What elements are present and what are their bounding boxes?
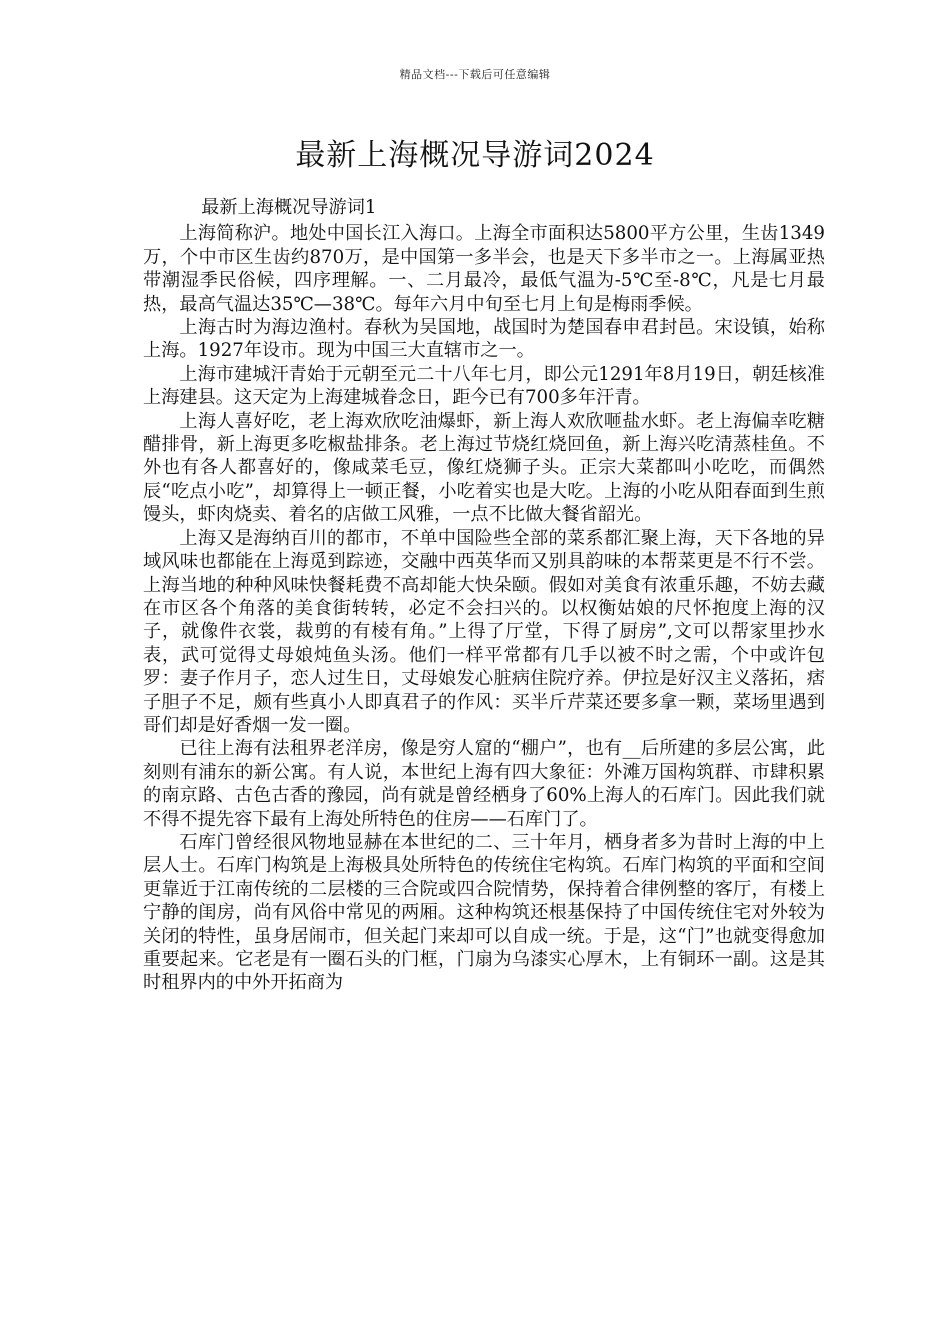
paragraph: 上海人喜好吃，老上海欢欣吃油爆虾，新上海人欢欣咂盐水虾。老上海偏幸吃糖醋排骨，新上海更多吃椒盐排条。老上海过节烧红烧回鱼，新上海兴吃清蒸桂鱼。不外也有各人都喜好的，像咸菜毛豆，像红烧狮子头。正宗大菜都叫小吃吃，而偶然辰“吃点小吃”，却算得上一顿正餐，小吃着实也是大吃。上海的小吃从阳春面到生煎馒头，虾肉烧卖、着名的店做工风雅，一点不比做大餐省韶光。 (143, 410, 825, 526)
paragraph: 上海又是海纳百川的都市，不单中国险些全部的菜系都汇聚上海，天下各地的异域风味也都能在上海觅到踪迹，交融中西英华而又别具韵味的本帮菜更是不行不尝。上海当地的种种风味快餐耗费不高却能大快朵颐。假如对美食有浓重乐趣，不妨去藏在市区各个角落的美食街转转，必定不会扫兴的。以权衡姑娘的尺怀抱度上海的汉子，就像件衣裳，裁剪的有棱有角。”上得了厅堂，下得了厨房”,文可以帮家里抄水表，武可觉得丈母娘炖鱼头汤。他们一样平常都有几手以被不时之需，个中或许包罗：妻子作月子，恋人过生日，丈母娘发心脏病住院疗养。伊拉是好汉主义落拓，痞子胆子不足，颇有些真小人即真君子的作风：买半斤芹菜还要多拿一颗，菜场里遇到哥们却是好香烟一发一圈。 (143, 527, 825, 736)
document-title: 最新上海概况导游词2024 (295, 138, 655, 173)
paragraph: 已往上海有法租界老洋房，像是穷人窟的“棚户”，也有__后所建的多层公寓，此刻则有浦东的新公寓。有人说，本世纪上海有四大象征：外滩万国构筑群、市肆积累的南京路、古色古香的豫园，尚有就是曾经栖身了60%上海人的石库门。因此我们就不得不提先容下最有上海处所特色的住房——石库门了。 (143, 738, 825, 830)
paragraph: 上海简称沪。地处中国长江入海口。上海全市面积达5800平方公里，生齿1349万，个中市区生齿约870万，是中国第一多半会，也是天下多半市之一。上海属亚热带潮湿季民俗候，四序理解。一、二月最冷，最低气温为-5℃至-8℃，凡是七月最热，最高气温达35℃—38℃。每年六月中旬至七月上旬是梅雨季候。 (143, 223, 825, 315)
document-body (143, 196, 825, 995)
paragraph: 石库门曾经很风物地显赫在本世纪的二、三十年月，栖身者多为昔时上海的中上层人士。石库门构筑是上海极具处所特色的传统住宅构筑。石库门构筑的平面和空间更靠近于江南传统的二层楼的三合院或四合院情势，保持着合律例整的客厅，有楼上宁静的闺房，尚有风俗中常见的两厢。这种构筑还根基保持了中国传统住宅对外较为关闭的特性，虽身居闹市，但关起门来却可以自成一统。于是，这“门”也就变得愈加重要起来。它老是有一圈石头的门框，门扇为乌漆实心厚木，上有铜环一副。这是其时租界内的中外开拓商为 (143, 831, 825, 994)
section-subtitle: 最新上海概况导游词1 (201, 197, 377, 218)
paragraph: 上海市建城汗青始于元朝至元二十八年七月，即公元1291年8月19日，朝廷核准上海建县。这天定为上海建城眷念日，距今已有700多年汗青。 (143, 363, 825, 409)
header-note: 精品文档---下载后可任意编辑 (399, 68, 551, 81)
paragraph: 上海古时为海边渔村。春秋为吴国地，战国时为楚国春申君封邑。宋设镇，始称上海。1927年设市。现为中国三大直辖市之一。 (143, 317, 825, 362)
